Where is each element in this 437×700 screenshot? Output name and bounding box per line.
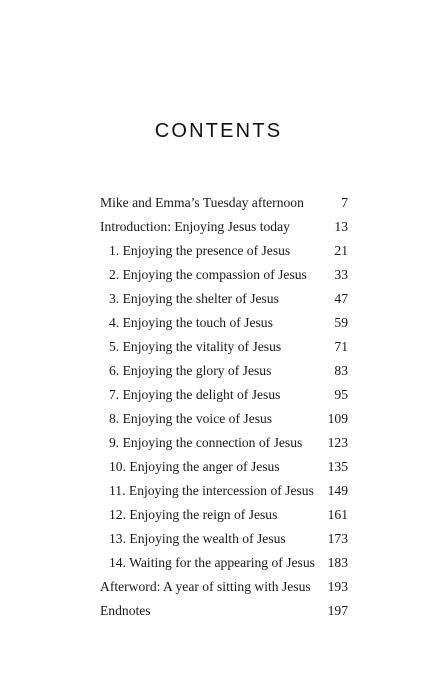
- toc-entry-page: 13: [334, 219, 348, 234]
- table-of-contents: [100, 191, 348, 623]
- toc-entry[interactable]: [100, 575, 348, 599]
- toc-entry[interactable]: [100, 407, 348, 431]
- toc-entry[interactable]: [100, 431, 348, 455]
- toc-entry[interactable]: [100, 383, 348, 407]
- toc-entry[interactable]: [100, 263, 348, 287]
- toc-entry-title: 10. Enjoying the anger of Jesus: [109, 459, 280, 474]
- toc-entry-title: 13. Enjoying the wealth of Jesus: [109, 531, 286, 546]
- toc-entry[interactable]: [100, 527, 348, 551]
- toc-entry-page: 109: [327, 411, 348, 426]
- toc-entry-title: Mike and Emma’s Tuesday afternoon: [100, 195, 304, 210]
- toc-entry-page: 161: [327, 507, 348, 522]
- toc-entry-page: 149: [327, 483, 348, 498]
- toc-entry-title: 2. Enjoying the compassion of Jesus: [109, 267, 307, 282]
- toc-entry-page: 193: [327, 579, 348, 594]
- toc-entry[interactable]: [100, 335, 348, 359]
- toc-entry[interactable]: [100, 287, 348, 311]
- toc-entry-title: 6. Enjoying the glory of Jesus: [109, 363, 272, 378]
- toc-entry[interactable]: [100, 479, 348, 503]
- toc-entry[interactable]: [100, 503, 348, 527]
- toc-entry-page: 7: [341, 195, 348, 210]
- page-title: CONTENTS: [154, 120, 283, 142]
- toc-entry-page: 71: [334, 339, 348, 354]
- toc-entry-page: 197: [327, 603, 348, 618]
- toc-entry[interactable]: [100, 215, 348, 239]
- toc-entry[interactable]: [100, 551, 348, 575]
- toc-entry-title: 12. Enjoying the reign of Jesus: [109, 507, 278, 522]
- toc-entry-title: 11. Enjoying the intercession of Jesus: [109, 483, 314, 498]
- toc-entry-title: Afterword: A year of sitting with Jesus: [100, 579, 311, 594]
- toc-entry-title: 5. Enjoying the vitality of Jesus: [109, 339, 282, 354]
- toc-entry[interactable]: [100, 239, 348, 263]
- toc-entry-title: 9. Enjoying the connection of Jesus: [109, 435, 303, 450]
- toc-entry-title: Endnotes: [100, 603, 151, 618]
- toc-entry-title: 1. Enjoying the presence of Jesus: [109, 243, 291, 258]
- toc-entry[interactable]: [100, 359, 348, 383]
- toc-entry-page: 123: [327, 435, 348, 450]
- toc-entry[interactable]: [100, 599, 348, 623]
- toc-entry-page: 33: [334, 267, 348, 282]
- toc-entry-title: 3. Enjoying the shelter of Jesus: [109, 291, 279, 306]
- toc-entry-page: 21: [334, 243, 348, 258]
- toc-entry-page: 83: [334, 363, 348, 378]
- toc-entry-title: Introduction: Enjoying Jesus today: [100, 219, 290, 234]
- toc-entry-title: 4. Enjoying the touch of Jesus: [109, 315, 273, 330]
- toc-entry-page: 173: [327, 531, 348, 546]
- toc-entry-page: 95: [334, 387, 348, 402]
- toc-entry[interactable]: [100, 311, 348, 335]
- toc-entry-page: 59: [334, 315, 348, 330]
- toc-entry[interactable]: [100, 191, 348, 215]
- toc-entry-title: 8. Enjoying the voice of Jesus: [109, 411, 273, 426]
- toc-entry-title: 14. Waiting for the appearing of Jesus: [109, 555, 315, 570]
- toc-entry-page: 183: [327, 555, 348, 570]
- toc-entry[interactable]: [100, 455, 348, 479]
- toc-entry-title: 7. Enjoying the delight of Jesus: [109, 387, 281, 402]
- toc-entry-page: 47: [334, 291, 348, 306]
- toc-entry-page: 135: [327, 459, 348, 474]
